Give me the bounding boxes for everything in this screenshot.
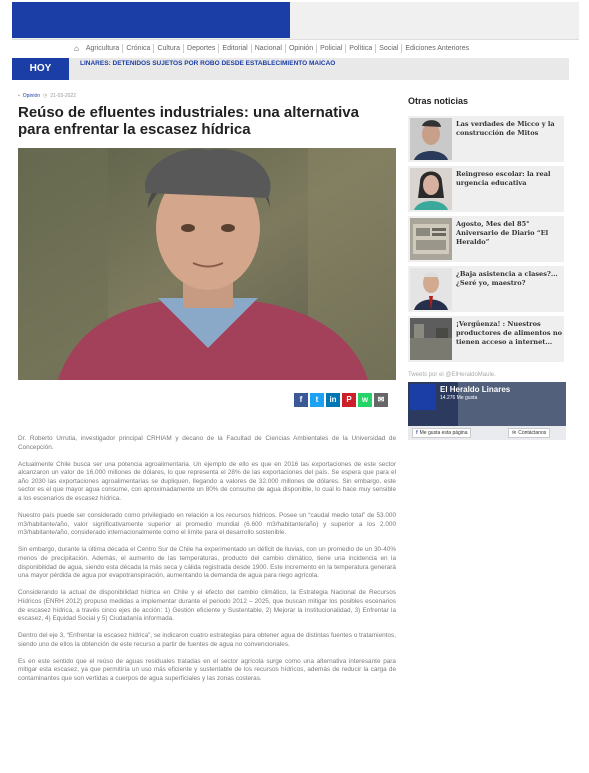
whatsapp-icon[interactable]: w (358, 393, 372, 407)
fb-like-button[interactable] (412, 428, 471, 438)
site-logo-banner[interactable] (12, 2, 290, 38)
fb-page-name[interactable]: El Heraldo Linares (440, 385, 511, 394)
linkedin-icon[interactable]: in (326, 393, 340, 407)
hoy-label: HOY (12, 58, 69, 80)
main-nav (70, 44, 472, 53)
nav-item-nacional[interactable]: Nacional (252, 44, 286, 53)
article-paragraph: Dentro del eje 3, “Enfrentar la escasez hídrica”, se indicaron cuatro estrategias para obtener agua de distintas fuentes o tratamientos, siendo uno de ellos la obtención de este recurso a partir de fuentes de agua no convencionales. (18, 632, 396, 648)
message-icon: ✉ (512, 430, 517, 436)
tag-icon: ▪ (18, 93, 20, 99)
article-paragraph: Es en este sentido que el reúso de aguas residuales tratadas en el sector agrícola surge como una alternativa interesante para mitigar esta escasez, ya que permitiría un uso más eficiente y sustentable de los recursos hídricos, además de reducir la carga de contaminantes que son vertidas a cuerpos de agua superficiales y las zonas costeras. (18, 657, 396, 683)
article-paragraph: Considerando la actual de disponibilidad hídrica en Chile y el efecto del cambio climático, la Estrategia Nacional de Recursos Hídricos (ENRH 2012) propuso medidas a implementar durante el periodo 2012 – 2025, que buscan mitigar los posibles escenarios de escasez hídrica, a través cinco ejes de acción: 1) Gestión eficiente y Sustentable, 2) Mejorar la Institucionalidad, 3) Enfrentar la escasez, 4) Equidad Social y 5) Ciudadanía informada. (18, 589, 396, 623)
twitter-icon[interactable]: t (310, 393, 324, 407)
fb-contact-label: Contáctanos (518, 430, 547, 436)
facebook-icon[interactable]: f (294, 393, 308, 407)
sidebar-news-item[interactable] (408, 266, 564, 312)
email-icon[interactable]: ✉ (374, 393, 388, 407)
news-thumbnail[interactable] (410, 168, 452, 210)
article-paragraph: Actualmente Chile busca ser una potencia agroalimentaria. Un ejemplo de ello es que en 2016 las exportaciones de este sector alcanzaron un valor de 16.000 millones de dólares, lo que representa el 28% de las exportaciones del país. Se espera que para el año 2030 las exportaciones agroalimentarias se dupliquen, llegando a valores de 32.000 millones de dólares. Sin embargo, este sector es el que mayor agua consume, con aproximadamente un 80% de consumo de agua disponible, lo cual lo hace muy sensible a los escenarios de escasez hídrica. (18, 460, 396, 503)
article-paragraph: Sin embargo, durante la última década el Centro Sur de Chile ha experimentado un déficit de lluvias, con un promedio de un 30-40% menos de precipitación. Además, el aumento de las temperaturas, producto del cambio climático, tiene una incidencia en la disponibilidad de agua, siendo esta década la más seca y cálida registrada desde 1900. Este incremento en la temperatura generará una mayor pérdida de agua por evapotranspiración, aumentando la demanda de agua para riego agrícola. (18, 546, 396, 580)
article-meta (18, 93, 76, 99)
news-thumbnail[interactable] (410, 268, 452, 310)
news-title[interactable]: Las verdades de Micco y la construcción de Mitos (456, 120, 555, 137)
clock-icon: ◷ (43, 93, 48, 99)
nav-item-ediciones-anteriores[interactable]: Ediciones Anteriores (405, 45, 470, 52)
author-photo (18, 148, 396, 380)
facebook-page-widget[interactable] (408, 382, 566, 440)
ticker-headline[interactable]: LINARES: DETENIDOS SUJETOS POR ROBO DESDE ESTABLECIMIENTO MAICAO (80, 60, 336, 67)
nav-item-cultura[interactable]: Cultura (154, 44, 184, 53)
fb-likes-count: 14.276 Me gusta (440, 395, 478, 401)
sidebar-news-item[interactable] (408, 166, 564, 212)
fb-like-label: Me gusta esta página (419, 430, 468, 436)
article-paragraph: Dr. Roberto Urrutia, investigador principal CRHIAM y decano de la Facultad de Ciencias Ambientales de la Universidad de Concepción. (18, 435, 396, 451)
sidebar-news-item[interactable] (408, 116, 564, 162)
tweets-link[interactable]: Tweets por el @ElHeraldoMaule. (408, 372, 496, 378)
news-title[interactable]: Reingreso escolar: la real urgencia educativa (456, 170, 551, 187)
nav-item-agricultura[interactable]: Agricultura (83, 44, 123, 53)
article-paragraph: Nuestro país puede ser considerado como privilegiado en relación a los recursos hídricos. Posee un “caudal medio total” de 53.000 m3/habitante/año, valor significativamente superior al promedio mundial (6.600 m3/habitante/año) y superior a los 2.000 m3/habitante/año, considerado internacionalmente como el límite para el desarrollo sostenible. (18, 512, 396, 537)
fb-contact-button[interactable] (508, 428, 550, 438)
article-category[interactable]: Opinión (22, 93, 41, 99)
news-thumbnail[interactable] (410, 318, 452, 360)
ticker-bar (12, 58, 569, 80)
news-thumbnail[interactable] (410, 118, 452, 160)
nav-item-cronica[interactable]: Crónica (123, 44, 154, 53)
nav-item-social[interactable]: Social (376, 44, 402, 53)
article-date: 21-03-2022 (50, 93, 76, 99)
sidebar-news-item[interactable] (408, 216, 564, 262)
sidebar-title: Otras noticias (408, 96, 469, 106)
news-title[interactable]: ¡Vergüenza! : Nuestros productores de alimentos no tienen acceso a internet... (456, 320, 563, 346)
nav-item-deportes[interactable]: Deportes (184, 44, 219, 53)
nav-item-policial[interactable]: Policial (317, 44, 346, 53)
nav-item-politica[interactable]: Política (346, 44, 376, 53)
sidebar-news-item[interactable] (408, 316, 564, 362)
nav-item-opinion[interactable]: Opinión (286, 44, 317, 53)
article-title: Reúso de efluentes industriales: una alternativa para enfrentar la escasez hídrica (18, 104, 359, 138)
pinterest-icon[interactable]: P (342, 393, 356, 407)
nav-item-editorial[interactable]: Editorial (219, 44, 251, 53)
facebook-icon: f (416, 430, 418, 436)
news-title[interactable]: ¿Baja asistencia a clases?... ¿Seré yo, maestro? (456, 270, 558, 287)
share-buttons (294, 393, 388, 407)
news-title[interactable]: Agosto, Mes del 85° Aniversario de Diario “El Heraldo” (456, 220, 549, 246)
article-body (18, 435, 396, 692)
news-thumbnail[interactable] (410, 218, 452, 260)
home-icon[interactable]: ⌂ (74, 44, 79, 53)
